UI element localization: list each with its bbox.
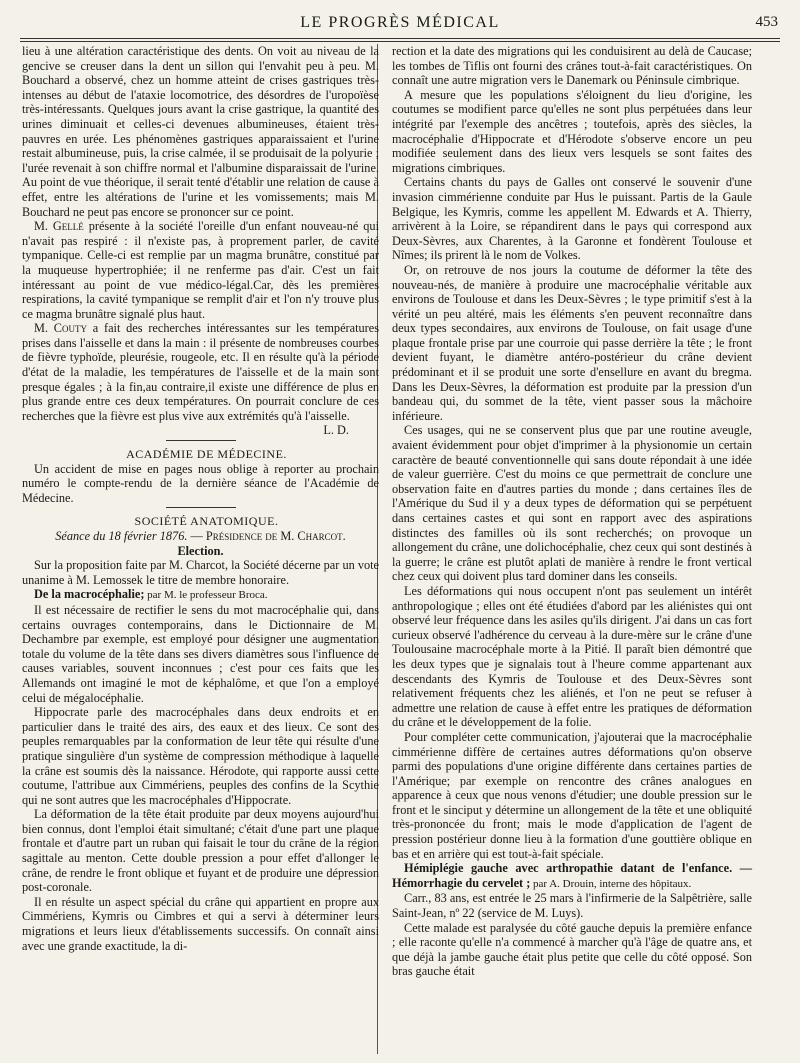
author-name: M. Gellé: [34, 219, 84, 234]
seance-line: [22, 529, 379, 544]
paragraph: Cette malade est paralysée du côté gauche depuis la première enfance ; elle raconte qu'elle n'a commencé à marcher qu'à l'âge de quatre ans, et que déjà la jambe gauche était plus petite que celle du côté opposé. Son bras gauche était: [392, 920, 752, 979]
section-title-academie: ACADÉMIE DE MÉDECINE.: [126, 447, 287, 462]
right-column: [392, 44, 752, 979]
paragraph: Il en résulte un aspect spécial du crâne qui appartient en propre aux Cimmériens, Kymris ou Cimbres et qui a servi à déterminer leurs migrations et leurs lieux d'établissements successifs. On connaît ainsi avec une grande exactitude, la di-: [22, 894, 379, 953]
article-title: De la macrocéphalie;: [34, 587, 145, 602]
left-column: [22, 44, 379, 953]
article-heading: [392, 861, 752, 891]
signature: L. D.: [323, 423, 349, 438]
paragraph: Certains chants du pays de Galles ont conservé le souvenir d'une invasion cimmérienne conduite par Hus le puissant. Partis de la Gaule Belgique, les Kymris, comme les appellent M. Edwards et A. Thierry, arrivèrent à la Loire, se répandirent dans le pays qui correspond aux Deux-Sèvres, aux Charentes, à la Garonne et fondèrent Toulouse et Nîmes; ils prirent là le nom de Volkes.: [392, 175, 752, 263]
section-rule: [166, 440, 236, 441]
seance-date: Séance du 18 février 1876.: [55, 529, 188, 543]
article-author: par M. le professeur Broca.: [144, 589, 268, 602]
paragraph: [22, 219, 379, 321]
paragraph-text: présente à la société l'oreille d'un enfant nouveau-né qui n'avait pas respiré : il n'existe pas, à proprement parler, de cavité tympanique. Celle-ci est remplie par un magma brunâtre, constitué par la muqueuse hypertrophiée; il ne renferme pas d'air. C'est un fait intéressant au point de vue médico-légal.Car, dès les premières respirations, la cavité tympanique se remplit d'air et l'on n'y trouve plus ce magma brunâtre signalé plus haut.: [22, 219, 379, 321]
paragraph: lieu à une altération caractéristique des dents. On voit au niveau de la gencive se creuser dans la dent un sillon qui l'envahit peu à peu. M. Bouchard a observé, chez un homme atteint de crises gastriques très-intenses au début de l'ataxie locomotrice, des désordres de l'uropoïèse très-intéressants. Quelques jours avant la crise gastrique, la quantité des urines diminuait et celles-ci devenues albumineuses, étaient très-pauvres en urée. Les phénomènes gastriques apparaissaient et l'urine restait albumineuse, puis, la crise calmée, il se produisait de la polyurie ; l'urée revenait à son chiffre normal et l'albumine disparaissait de l'urine. Au point de vue théorique, il serait tenté d'établir une relation de cause à effet, entre les altérations de l'urine et les vomissements; mais M. Bouchard ne peut pas encore se prononcer sur ce point.: [22, 44, 379, 219]
page-header: [22, 14, 778, 40]
paragraph: Hippocrate parle des macrocéphales dans deux endroits et en particulier dans le traité des airs, des eaux et des lieux. Ce sont des peuples remarquables par la conformation de leur tête qui résulte d'une pratique singulière d'un système de compression méthodique à laquelle la crâne est soumis dès la naissance. Hérodote, qui rapporte aussi cette coutume, l'attribue aux Cimmériens, peuples des confins de la Scythie qui ne sont autres que les macrocéphales d'Hippocrate.: [22, 705, 379, 807]
header-rule: [20, 38, 780, 39]
article-title: Hémiplégie gauche avec arthropathie datant de l'enfance. — Hémorrhagie du cervelet ;: [392, 861, 752, 890]
paragraph: Un accident de mise en pages nous oblige à reporter au prochain numéro le compte-rendu de la dernière séance de l'Académie de Médecine.: [22, 461, 379, 505]
paragraph: Il est nécessaire de rectifier le sens du mot macrocéphalie qui, dans certains ouvrages contemporains, dans le Dictionnaire de M. Dechambre par exemple, est employé pour désigner une augmentation totale du volume de la tête dans ses divers diamètres sous l'influence de causes variables, souvent inconnues ; c'est pour ces faits que les Allemands ont imaginé le mot de képhalôme, et que l'on a employé celui de mégalocéphalie.: [22, 602, 379, 705]
paragraph: Or, on retrouve de nos jours la coutume de déformer la tête des nouveau-nés, de manière à produire une macrocéphalie véritable aux environs de Toulouse et dans les Deux-Sèvres ; le type primitif s'est à la vérité un peu altéré, mais les éléments s'en peuvent reconnaître dans deux types secondaires, aux environs de Toulouse, on fait usage d'une plaque frontale prise par une courroie qui passe derrière la tête ; le front devient fuyant, le diamètre antéro-postérieur du crâne devient prédominant et il se produit une sorte d'ensellure en avant du bregma. Dans les Deux-Sèvres, la déformation est produite par la pression d'un bandeau qui, du sommet de la tête, vient passer sous la mâchoire inférieure.: [392, 262, 752, 423]
author-name: M. Couty: [34, 321, 87, 336]
paragraph: Pour compléter cette communication, j'ajouterai que la macrocéphalie cimmérienne diffère de certaines autres déformations qu'on observe parmi des populations d'une origine différente dans certaines parties de l'Amérique; par exemple on rencontre des crânes analogues en apparence à ceux que nous venons d'étudier; une double pression sur le front et le sinciput y détermine un allongement de la tête et une obliquité très-prononcée du front; mais le mode d'application de l'agent de pression postérieur donne lieu à la formation d'une gouttière oblique en bas et en arrière qui est tout-à-fait spéciale.: [392, 729, 752, 861]
article-author: par A. Drouin, interne des hôpitaux.: [530, 877, 692, 890]
running-title: LE PROGRÈS MÉDICAL: [300, 14, 500, 31]
paragraph: A mesure que les populations s'éloignent du lieu d'origine, les coutumes se modifient parce qu'elles ne sont plus perpétuées dans leur intégrité par l'exemple des ancêtres ; toutefois, après des siècles, la macrocéphalie d'Hippocrate et d'Hérodote s'observe encore un peu modifiée seulement dans des lieux vers lesquels se sont faites des migrations cimbriques.: [392, 87, 752, 175]
paragraph: La déformation de la tête était produite par deux moyens aujourd'hui bien connus, dont l'emploi était simultané; c'était d'une part une plaque frontale et d'autre part un ruban qui faisait le tour du crâne de la région sagittale au menton. Cette double pression a pour effet d'allonger le crâne, de rendre le front oblique et fuyant et de produire une dépression post-coronale.: [22, 807, 379, 895]
paragraph: rection et la date des migrations qui les conduisirent au delà de Caucase; les tombes de Tiflis ont fourni des crânes tout-à-fait caractéristiques. On connaît une autre migration vers le Danemark ou Péninsule cimbrique.: [392, 44, 752, 88]
header-rule-double: [20, 41, 780, 42]
seance-presidence: — Présidence de M. Charcot.: [187, 529, 346, 543]
section-rule: [166, 507, 236, 508]
paragraph: Carr., 83 ans, est entrée le 25 mars à l'infirmerie de la Salpêtrière, salle Saint-Jean, nº 22 (service de M. Luys).: [392, 891, 752, 921]
section-title-societe: SOCIÉTÉ ANATOMIQUE.: [134, 514, 279, 529]
paragraph: [22, 321, 379, 423]
paragraph: Les déformations qui nous occupent n'ont pas seulement un intérêt anthropologique ; elles ont été étudiées d'abord par les aliénistes qui ont observé leur fréquence dans les asiles qu'ils dirigent. J'ai dans un cas fort curieux observé l'adhérence du cerveau à la dure-mère sur le crâne d'une Toulousaine macrocéphale morte à la Pitié. Il paraît bien démontré que les deux types que je signalais tout à l'heure comme appartenant aux descendants des Kymris de Toulouse et des Deux-Sèvres sont relativement fréquents chez les aliénés, et l'on ne peut se refuser à admettre une relation de cause à effet entre les pratiques de déformation du crâne et le développement de la folie.: [392, 583, 752, 730]
paragraph: Sur la proposition faite par M. Charcot, la Société décerne par un vote unanime à M. Lemossek le titre de membre honoraire.: [22, 558, 379, 587]
paragraph: Ces usages, qui ne se conservent plus que par une routine aveugle, avaient évidemment pour objet d'imprimer à la physionomie un certain caractère de beauté conventionnelle qui sans doute répondait à une idée de valeur guerrière. C'est du moins ce que permettrait de conclure une observation faite en d'autres parties du monde ; dans certaines îles de l'Amérique du Sud il y a deux types de déformation qui se perpétuent dans certaines castes et qui sont en rapport avec des aspirations distinctes des familles où ils sont recherchés; on provoque un allongement du crâne, une dolichocéphalie, chez ceux qui sont destinés à la guerre; le crâne est plutôt aplati de manière à rendre le front vertical chez ceux qui doivent plus tard dominer dans les conseils.: [392, 423, 752, 584]
page-number: 453: [755, 14, 778, 30]
election-title: Election.: [177, 543, 224, 558]
paragraph-text: a fait des recherches intéressantes sur les températures prises dans l'aisselle et dans la main : il présente de nombreuses courbes de fièvre typhoïde, pleurésie, rougeole, etc. Il en résulte qu'à la période d'état de la maladie, les températures de l'aisselle et de la main sont presque égales ; à la fin,au contraire,il existe une différence de plus en plus grande entre ces deux températures. On pourrait conclure de ces recherches que la fièvre est plus vive aux extrémités qu'à l'aisselle.: [22, 321, 379, 423]
article-heading: [22, 587, 379, 603]
